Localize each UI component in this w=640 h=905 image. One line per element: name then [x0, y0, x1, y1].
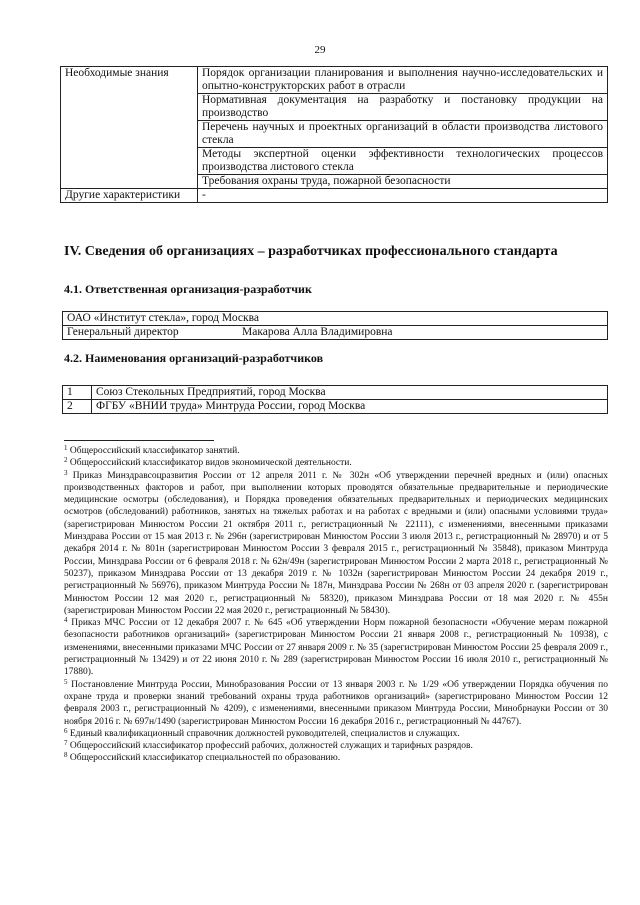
subsection-developers-title: 4.2. Наименования организаций-разработчиков	[64, 351, 324, 365]
footnote-text: Общероссийский классификатор профессий рабочих, должностей служащих и тарифных разрядов.	[69, 741, 473, 752]
footnote-mark: 7	[64, 739, 68, 748]
footnote	[64, 617, 608, 678]
knowledge-item: Нормативная документация на разработку и постановку продукции на производство	[198, 94, 608, 121]
footnotes	[64, 445, 608, 765]
footnote	[64, 752, 608, 764]
table-row	[61, 189, 608, 203]
footnote-text: Приказ МЧС России от 12 декабря 2007 г. № 645 «Об утверждении Норм пожарной безопасности «Обучение мерам пожарной безопасности работников организаций» (зарегистрирован Минюстом России 21 января 2008 г., регистрационный № 10938), с изменениями, внесенными приказами МЧС России от 27 января 2009 г. № 35 (зарегистрирован Минюстом России 25 февраля 2009 г., регистрационный № 13429) и от 22 июня 2010 г. № 289 (зарегистрирован Минюстом России 16 июля 2010 г., регистрационный № 17880).	[64, 618, 608, 678]
developer-number: 2	[63, 400, 92, 414]
table-row	[63, 312, 608, 326]
footnote-text: Приказ Минздравсоцразвития России от 12 апреля 2011 г. № 302н «Об утверждении перечней вредных и (или) опасных производственных факторов и работ, при выполнении которых проводятся обязательные предварительные и периодические медицинские осмотры (обследования), и Порядка проведения обязательных предварительных и периодических медицинских осмотров (обследований) работников, занятых на тяжелых работах и на работах с вредными и (или) опасными условиями труда» (зарегистрирован Минюстом России 21 октября 2011 г., регистрационный № 22111), с изменениями, внесенными приказами Минздрава России от 15 мая 2013 г. № 296н (зарегистрирован Минюстом России 3 июля 2013 г., регистрационный № 28970) и от 5 декабря 2014 г. № 801н (зарегистрирован Минюстом России 3 февраля 2015 г., регистрационный № 35848), приказом Минтруда России, Минздрава России от 6 февраля 2018 г. № 62н/49н (зарегистрирован Минюстом России 2 марта 2018 г., регистрационный № 50237), приказом Минздрава России от 13 декабря 2019 г. № 1032н (зарегистрирован Минюстом России 24 декабря 2019 г., регистрационный № 56976), приказом Минтруда России № 187н, Минздрава России № 268н от 03 апреля 2020 г. (зарегистрирован Минюстом России 12 мая 2020 г., регистрационный № 58320), приказом Минздрава России от 18 мая 2020 г. № 455н (зарегистрирован Минюстом России 22 мая 2020 г., регистрационный № 58430).	[64, 470, 608, 616]
responsible-position: Генеральный директор	[67, 326, 179, 338]
footnote-mark: 8	[64, 751, 68, 760]
other-characteristics-label: Другие характеристики	[61, 189, 198, 203]
page-number: 29	[314, 44, 326, 56]
footnote	[64, 740, 608, 752]
subsection-responsible-title: 4.1. Ответственная организация-разработчик	[64, 282, 312, 296]
developer-name: Союз Стекольных Предприятий, город Москва	[92, 386, 608, 400]
footnote-mark: 2	[64, 456, 68, 465]
footnote-mark: 1	[64, 444, 68, 452]
developer-organizations-table	[62, 385, 608, 414]
developer-number: 1	[63, 386, 92, 400]
developer-name: ФГБУ «ВНИИ труда» Минтруда России, город Москва	[92, 400, 608, 414]
footnote-mark: 4	[64, 616, 68, 625]
other-characteristics-value: -	[198, 189, 608, 203]
responsible-person-name: Макарова Алла Владимировна	[242, 326, 393, 338]
responsible-person-cell	[63, 326, 608, 340]
required-knowledge-label: Необходимые знания	[61, 67, 198, 189]
knowledge-item: Требования охраны труда, пожарной безопасности	[198, 175, 608, 189]
footnote	[64, 679, 608, 728]
required-knowledge-table	[60, 66, 608, 203]
footnote-mark: 5	[64, 677, 68, 686]
knowledge-item: Порядок организации планирования и выполнения научно-исследовательских и опытно-конструкторских работ в отрасли	[198, 67, 608, 94]
table-row	[61, 67, 608, 94]
footnote-mark: 6	[64, 726, 68, 735]
table-row	[63, 326, 608, 340]
knowledge-item: Методы экспертной оценки эффективности технологических процессов производства листового стекла	[198, 148, 608, 175]
responsible-organization-name: ОАО «Институт стекла», город Москва	[63, 312, 608, 326]
footnote	[64, 470, 608, 618]
table-row	[63, 400, 608, 414]
footnote-mark: 3	[64, 468, 68, 477]
footnote	[64, 728, 608, 740]
footnote	[64, 457, 608, 469]
footnote-text: Общероссийский классификатор видов экономической деятельности.	[69, 458, 352, 469]
footnote-divider	[64, 440, 214, 441]
footnote-text: Общероссийский классификатор занятий.	[69, 446, 240, 456]
knowledge-item: Перечень научных и проектных организаций в области производства листового стекла	[198, 121, 608, 148]
footnote-text: Единый квалификационный справочник должностей руководителей, специалистов и служащих.	[69, 728, 460, 739]
table-row	[63, 386, 608, 400]
footnote-text: Постановление Минтруда России, Минобразования России от 13 января 2003 г. № 1/29 «Об утверждении Порядка обучения по охране труда и проверки знаний требований охраны труда работников организаций» (зарегистрировано Минюстом России 12 февраля 2003 г., регистрационный № 4209), с изменениями, внесенными приказом Минтруда России, Минобрнауки России от 30 ноября 2016 г. № 697н/1490 (зарегистрирован Минюстом России 16 декабря 2016 г., регистрационный № 44767).	[64, 679, 608, 727]
footnote	[64, 445, 608, 457]
section-title: IV. Сведения об организациях – разработчиках профессионального стандарта	[64, 244, 558, 259]
responsible-organization-table	[62, 311, 608, 340]
footnote-text: Общероссийский классификатор специальностей по образованию.	[69, 753, 341, 764]
